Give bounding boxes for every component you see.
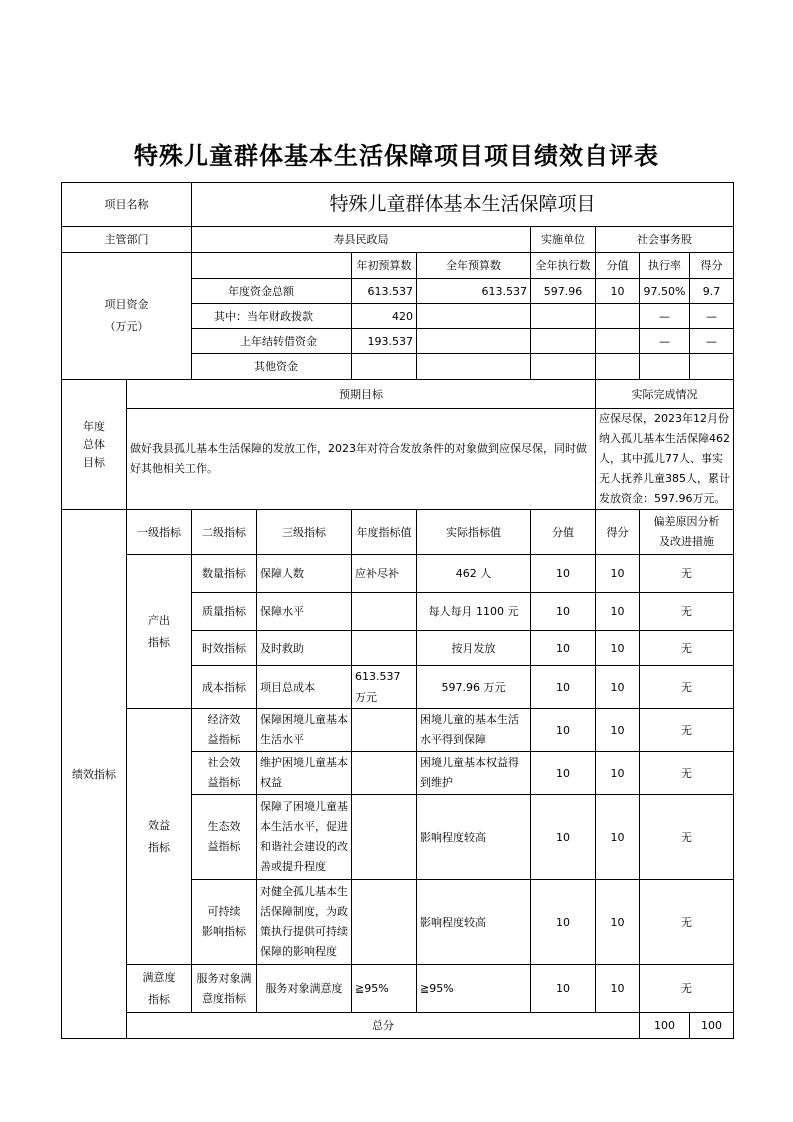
funds-row-initial: 193.537 xyxy=(352,329,417,354)
indicator-target: ≧95% xyxy=(352,965,417,1013)
page-title: 特殊儿童群体基本生活保障项目项目绩效自评表 xyxy=(134,142,659,170)
indicator-score: 10 xyxy=(596,795,640,880)
funds-row-rate: — xyxy=(640,329,690,354)
funds-row-initial: 420 xyxy=(352,304,417,329)
benefit-label-2: 指标 xyxy=(148,840,170,854)
total-score-value: 100 xyxy=(640,1013,690,1039)
funds-header-score-value: 分值 xyxy=(596,253,640,279)
funds-row-rate: — xyxy=(640,304,690,329)
indicator-l2 xyxy=(192,709,257,752)
indicator-l3: 保障了困境儿童基本生活水平，促进和谐社会建设的改善或提升程度 xyxy=(257,795,352,880)
funds-row-annual xyxy=(417,354,531,380)
goals-label-1: 年度 xyxy=(83,419,105,433)
project-name-label: 项目名称 xyxy=(62,183,192,227)
perf-header-deviation-1: 偏差原因分析 xyxy=(653,515,720,528)
actual-result-text: 应保尽保，2023年12月份纳入孤儿基本生活保障462人，其中孤儿77人、事实无人抚养儿童385人，累计发放资金：597.96万元。 xyxy=(596,409,734,510)
impl-label: 实施单位 xyxy=(531,227,596,253)
indicator-l2-line2: 益指标 xyxy=(207,776,241,789)
indicator-score: 10 xyxy=(596,631,640,666)
funds-row-executed xyxy=(531,354,596,380)
indicator-score: 10 xyxy=(596,709,640,752)
funds-row-score-value: 10 xyxy=(596,279,640,304)
perf-header-actual: 实际指标值 xyxy=(417,510,531,555)
funds-row-annual xyxy=(417,329,531,354)
funds-row-score: — xyxy=(690,329,734,354)
indicator-target xyxy=(352,752,417,795)
funds-row-annual: 613.537 xyxy=(417,279,531,304)
dept-value: 寿县民政局 xyxy=(192,227,531,253)
funds-label xyxy=(62,253,192,380)
indicator-score: 10 xyxy=(596,666,640,709)
output-label-1: 产出 xyxy=(148,613,170,627)
indicator-target xyxy=(352,880,417,965)
funds-row-score xyxy=(690,354,734,380)
indicator-target xyxy=(352,709,417,752)
indicator-score-value: 10 xyxy=(531,666,596,709)
perf-header-deviation-2: 及改进措施 xyxy=(659,535,714,548)
indicator-l2-line2: 益指标 xyxy=(207,733,241,746)
indicator-l3: 保障水平 xyxy=(257,593,352,631)
indicator-l2-line1: 经济效 xyxy=(207,713,241,726)
indicator-note: 无 xyxy=(640,752,734,795)
indicator-actual: 597.96 万元 xyxy=(417,666,531,709)
funds-row-initial xyxy=(352,354,417,380)
funds-header-executed: 全年执行数 xyxy=(531,253,596,279)
funds-header-initial: 年初预算数 xyxy=(352,253,417,279)
indicator-note: 无 xyxy=(640,795,734,880)
indicator-score-value: 10 xyxy=(531,593,596,631)
indicator-l2: 数量指标 xyxy=(192,555,257,593)
indicator-l2: 成本指标 xyxy=(192,666,257,709)
funds-unit-text: （万元） xyxy=(104,320,149,333)
indicator-l2 xyxy=(192,752,257,795)
perf-header-score-value: 分值 xyxy=(531,510,596,555)
funds-row-name: 年度资金总额 xyxy=(192,279,352,304)
funds-row-score-value xyxy=(596,304,640,329)
output-label-2: 指标 xyxy=(148,635,170,649)
indicator-l2 xyxy=(192,795,257,880)
perf-header-l3: 三级指标 xyxy=(257,510,352,555)
satisfaction-indicator-label xyxy=(127,965,192,1013)
funds-header-rate: 执行率 xyxy=(640,253,690,279)
indicator-l3: 对健全孤儿基本生活保障制度，为政策执行提供可持续保障的影响程度 xyxy=(257,880,352,965)
funds-row-rate xyxy=(640,354,690,380)
benefit-indicator-label xyxy=(127,709,192,965)
indicator-l2 xyxy=(192,965,257,1013)
dept-label: 主管部门 xyxy=(62,227,192,253)
funds-row-executed: 597.96 xyxy=(531,279,596,304)
indicator-score-value: 10 xyxy=(531,631,596,666)
funds-header-annual: 全年预算数 xyxy=(417,253,531,279)
indicator-l3: 维护困境儿童基本权益 xyxy=(257,752,352,795)
funds-row-name: 其他资金 xyxy=(192,354,352,380)
goals-label-2: 总体 xyxy=(83,437,105,451)
indicator-score-value: 10 xyxy=(531,880,596,965)
indicator-score: 10 xyxy=(596,593,640,631)
indicator-target xyxy=(352,795,417,880)
project-name: 特殊儿童群体基本生活保障项目 xyxy=(192,183,734,227)
indicator-actual: 困境儿童的基本生活水平得到保障 xyxy=(417,709,531,752)
indicator-target: 613.537 万元 xyxy=(352,666,417,709)
indicator-note: 无 xyxy=(640,666,734,709)
expected-goal-text: 做好我县孤儿基本生活保障的发放工作，2023年对符合发放条件的对象做到应保尽保，同时做好其他相关工作。 xyxy=(127,409,596,510)
funds-row-name: 其中：当年财政拨款 xyxy=(192,304,352,329)
perf-header-l2: 二级指标 xyxy=(192,510,257,555)
perf-header-deviation xyxy=(640,510,734,555)
indicator-l3: 保障困境儿童基本生活水平 xyxy=(257,709,352,752)
indicator-target xyxy=(352,593,417,631)
funds-row-rate: 97.50% xyxy=(640,279,690,304)
indicator-l2-line2: 影响指标 xyxy=(202,925,246,938)
indicator-l3: 保障人数 xyxy=(257,555,352,593)
total-label: 总分 xyxy=(127,1013,640,1039)
indicator-score: 10 xyxy=(596,965,640,1013)
perf-label: 绩效指标 xyxy=(62,510,127,1039)
indicator-actual: 影响程度较高 xyxy=(417,880,531,965)
indicator-actual: 困境儿童基本权益得到维护 xyxy=(417,752,531,795)
satisfaction-label-2: 指标 xyxy=(148,992,170,1006)
indicator-score-value: 10 xyxy=(531,555,596,593)
perf-header-l1: 一级指标 xyxy=(127,510,192,555)
satisfaction-label-1: 满意度 xyxy=(142,970,176,984)
indicator-note: 无 xyxy=(640,593,734,631)
indicator-score-value: 10 xyxy=(531,752,596,795)
indicator-score-value: 10 xyxy=(531,965,596,1013)
expected-goal-header: 预期目标 xyxy=(127,380,596,409)
indicator-l2-line1: 社会效 xyxy=(207,756,241,769)
funds-row-initial: 613.537 xyxy=(352,279,417,304)
output-indicator-label xyxy=(127,555,192,709)
actual-result-header: 实际完成情况 xyxy=(596,380,734,409)
indicator-l3: 服务对象满意度 xyxy=(257,965,352,1013)
indicator-actual: ≧95% xyxy=(417,965,531,1013)
total-score: 100 xyxy=(690,1013,734,1039)
goals-label-3: 目标 xyxy=(83,455,105,469)
goals-label xyxy=(62,380,127,510)
indicator-note: 无 xyxy=(640,880,734,965)
funds-row-score-value xyxy=(596,354,640,380)
funds-row-annual xyxy=(417,304,531,329)
benefit-label-1: 效益 xyxy=(148,818,170,832)
perf-header-target: 年度指标值 xyxy=(352,510,417,555)
indicator-target xyxy=(352,631,417,666)
indicator-note: 无 xyxy=(640,709,734,752)
indicator-score-value: 10 xyxy=(531,795,596,880)
impl-value: 社会事务股 xyxy=(596,227,734,253)
indicator-note: 无 xyxy=(640,965,734,1013)
indicator-actual: 影响程度较高 xyxy=(417,795,531,880)
funds-header-score: 得分 xyxy=(690,253,734,279)
indicator-note: 无 xyxy=(640,555,734,593)
indicator-score: 10 xyxy=(596,555,640,593)
funds-row-score: — xyxy=(690,304,734,329)
indicator-score: 10 xyxy=(596,752,640,795)
funds-row-name: 上年结转借资金 xyxy=(192,329,352,354)
indicator-actual: 按月发放 xyxy=(417,631,531,666)
indicator-note: 无 xyxy=(640,631,734,666)
indicator-l2-line2: 益指标 xyxy=(207,840,241,853)
indicator-l2-line1: 生态效 xyxy=(207,820,241,833)
indicator-actual: 462 人 xyxy=(417,555,531,593)
indicator-l2: 质量指标 xyxy=(192,593,257,631)
indicator-l2 xyxy=(192,880,257,965)
indicator-target: 应补尽补 xyxy=(352,555,417,593)
funds-row-score: 9.7 xyxy=(690,279,734,304)
indicator-l3: 及时救助 xyxy=(257,631,352,666)
funds-header-blank xyxy=(192,253,352,279)
indicator-l3: 项目总成本 xyxy=(257,666,352,709)
evaluation-table xyxy=(61,182,734,1039)
indicator-l2-line1: 服务对象满 xyxy=(196,971,252,985)
funds-row-score-value xyxy=(596,329,640,354)
funds-row-executed xyxy=(531,329,596,354)
indicator-l2-line1: 可持续 xyxy=(207,905,241,918)
indicator-actual: 每人每月 1100 元 xyxy=(417,593,531,631)
indicator-l2-line2: 意度指标 xyxy=(202,991,246,1005)
indicator-l2: 时效指标 xyxy=(192,631,257,666)
funds-row-executed xyxy=(531,304,596,329)
perf-header-score: 得分 xyxy=(596,510,640,555)
indicator-score-value: 10 xyxy=(531,709,596,752)
funds-label-text: 项目资金 xyxy=(104,298,149,311)
indicator-score: 10 xyxy=(596,880,640,965)
